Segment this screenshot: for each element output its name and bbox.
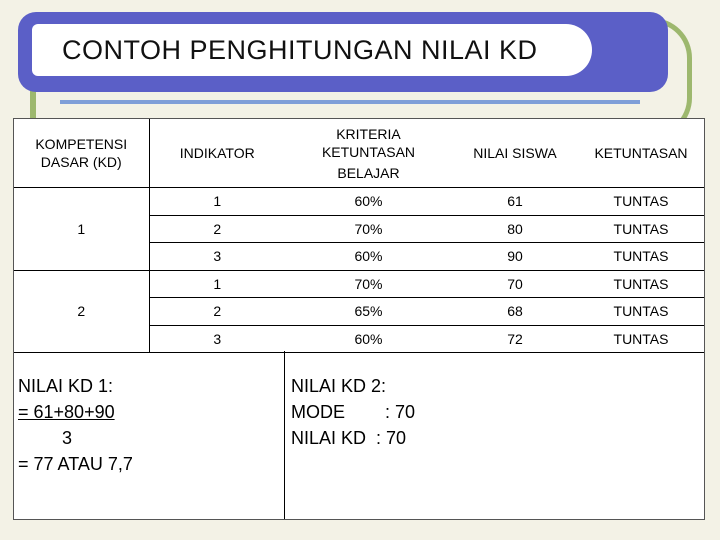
kd1-title: NILAI KD 1: <box>18 376 114 396</box>
nilai-cell: 90 <box>507 248 523 265</box>
kd2-summary <box>291 373 415 451</box>
content-panel <box>13 118 705 520</box>
slide-title: CONTOH PENGHITUNGAN NILAI KD <box>62 34 538 65</box>
table-header-row <box>14 119 704 188</box>
kriteria-cell: 70% <box>354 220 383 237</box>
header-ketuntasan: KETUNTASAN <box>594 145 688 161</box>
kd1-summary <box>18 373 133 477</box>
ketuntasan-cell: TUNTAS <box>613 248 669 265</box>
kriteria-cell: 60% <box>354 330 383 347</box>
nilai-cell: 80 <box>507 220 523 237</box>
nilai-cell: 68 <box>507 303 523 320</box>
table-row <box>14 270 704 298</box>
kd-table <box>14 119 704 353</box>
kriteria-cell: 60% <box>354 248 383 265</box>
ketuntasan-cell: TUNTAS <box>613 220 669 237</box>
kd2-mode: MODE : 70 <box>291 402 416 422</box>
nilai-cell: 70 <box>507 275 523 292</box>
kd1-denominator: 3 <box>62 428 73 448</box>
header-kd: KOMPETENSI DASAR (KD) <box>14 119 149 188</box>
header-kriteria-line1: KRITERIA KETUNTASAN <box>321 125 416 160</box>
ketuntasan-cell: TUNTAS <box>613 275 669 292</box>
kriteria-cell: 65% <box>354 303 383 320</box>
header-kriteria-line2: BELAJAR <box>337 164 400 181</box>
decorative-horizontal-line <box>60 100 640 104</box>
kd1-summary-panel <box>14 351 285 519</box>
indikator-cell: 1 <box>213 193 222 210</box>
header-nilai-siswa: NILAI SISWA <box>473 145 557 161</box>
kd-cell: 2 <box>14 270 149 353</box>
kriteria-cell: 70% <box>354 275 383 292</box>
ketuntasan-cell: TUNTAS <box>613 330 669 347</box>
indikator-cell: 2 <box>213 220 222 237</box>
title-bar <box>18 12 668 92</box>
nilai-cell: 61 <box>507 193 523 210</box>
header-kriteria <box>285 119 452 188</box>
indikator-cell: 3 <box>213 248 222 265</box>
kd-cell: 1 <box>14 188 149 271</box>
title-strip <box>32 24 592 76</box>
indikator-cell: 1 <box>213 275 222 292</box>
kd1-numerator: = 61+80+90 <box>18 402 115 422</box>
kd2-nilai-kd: NILAI KD : 70 <box>291 428 407 448</box>
indikator-cell: 2 <box>213 303 222 320</box>
nilai-cell: 72 <box>507 330 523 347</box>
kd2-title: NILAI KD 2: <box>291 376 387 396</box>
ketuntasan-cell: TUNTAS <box>613 193 669 210</box>
kd1-result: = 77 ATAU 7,7 <box>18 454 133 474</box>
indikator-cell: 3 <box>213 330 222 347</box>
header-indikator: INDIKATOR <box>179 145 255 161</box>
kriteria-cell: 60% <box>354 193 383 210</box>
table-row <box>14 188 704 216</box>
ketuntasan-cell: TUNTAS <box>613 303 669 320</box>
kd2-summary-panel <box>285 351 704 519</box>
